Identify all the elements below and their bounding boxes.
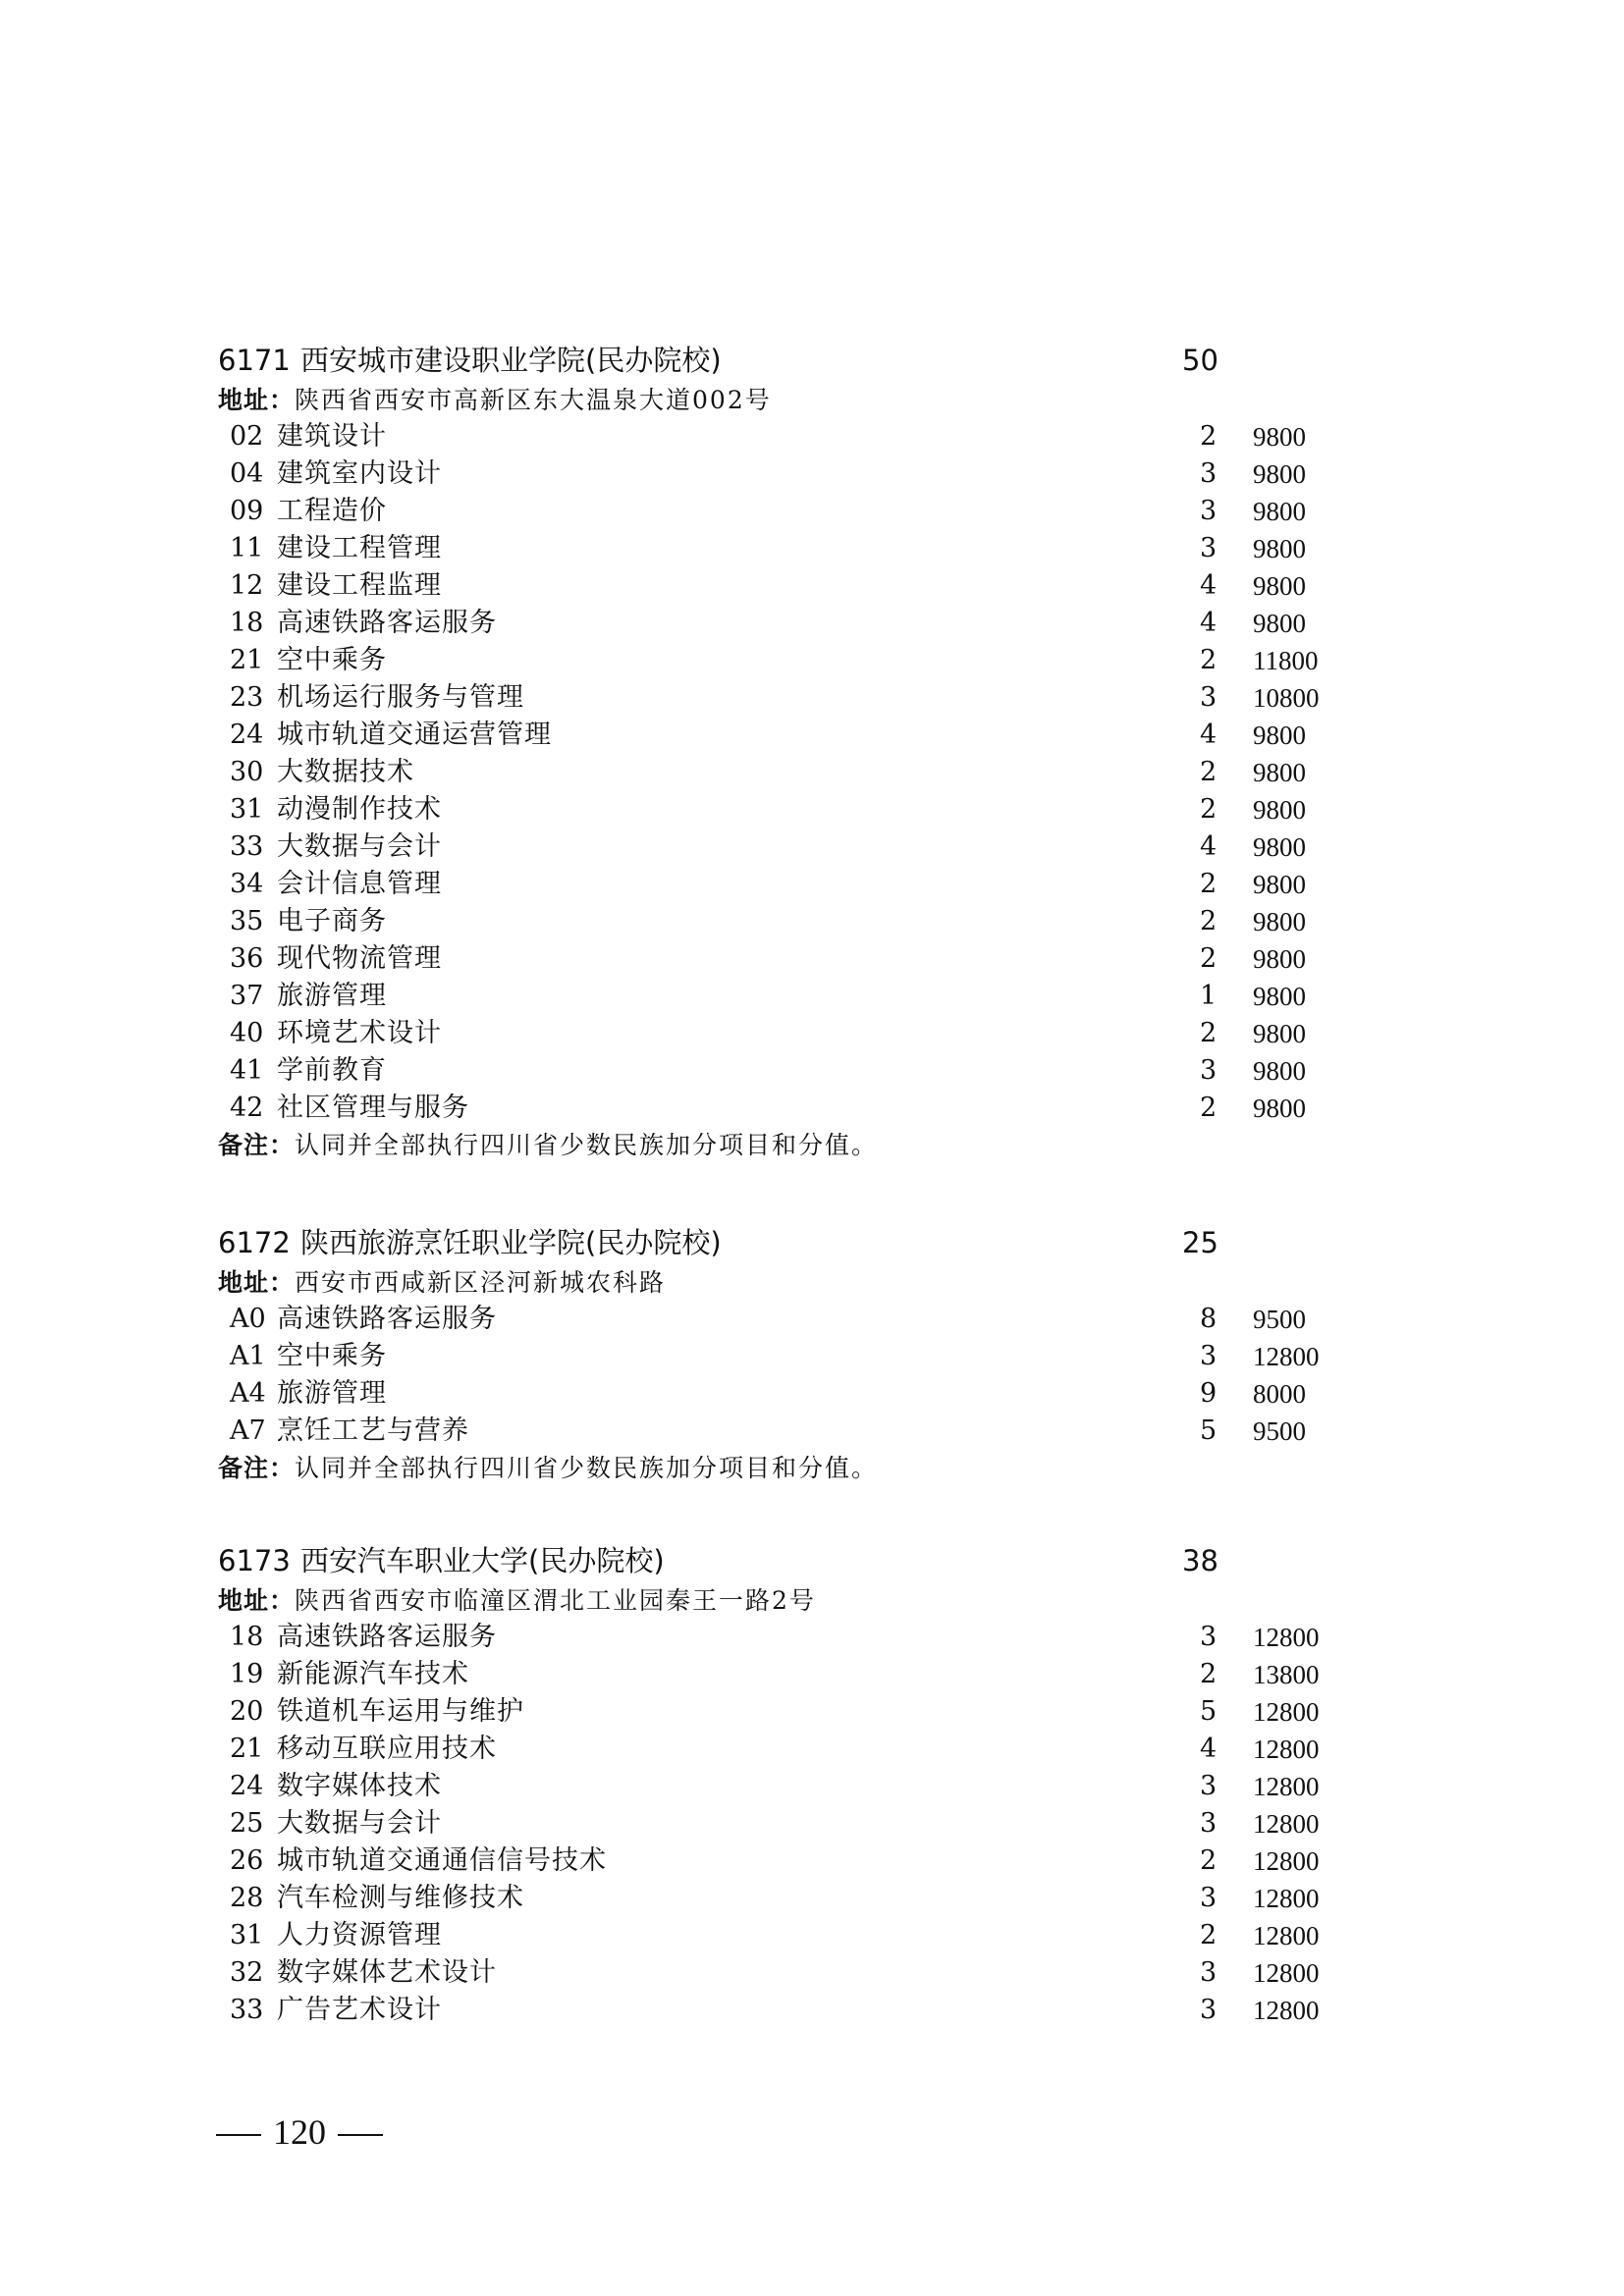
major-row — [218, 978, 1396, 1015]
major-fee: 13800 — [1253, 1660, 1320, 1689]
major-name: 机场运行服务与管理 — [277, 682, 524, 713]
major-count: 3 — [1200, 496, 1218, 526]
major-code: 33 — [230, 831, 264, 862]
major-row — [218, 828, 1396, 866]
major-name: 社区管理与服务 — [277, 1093, 469, 1123]
major-code: 25 — [230, 1808, 264, 1839]
major-name: 大数据与会计 — [277, 831, 442, 862]
school-quota: 50 — [1182, 344, 1218, 377]
major-count: 3 — [1200, 1808, 1218, 1839]
major-code: 20 — [230, 1696, 264, 1727]
major-row — [218, 605, 1396, 642]
major-fee: 12800 — [1253, 1884, 1320, 1913]
page-number: 120 — [273, 2112, 326, 2152]
major-name: 数字媒体技术 — [277, 1771, 442, 1801]
major-name: 电子商务 — [277, 906, 387, 936]
major-code: 42 — [230, 1093, 264, 1123]
major-count: 2 — [1200, 1845, 1218, 1876]
school-header — [218, 339, 1396, 382]
major-code: 36 — [230, 943, 264, 974]
major-fee: 9800 — [1253, 982, 1306, 1011]
major-row — [218, 418, 1396, 455]
major-code: 23 — [230, 682, 264, 713]
major-name: 汽车检测与维修技术 — [277, 1883, 524, 1913]
school-code: 6171 — [218, 344, 291, 377]
major-name: 建设工程监理 — [277, 570, 442, 601]
major-row — [218, 1090, 1396, 1127]
remark-label: 备注： — [218, 1454, 296, 1482]
school-name: 西安汽车职业大学(民办院校) — [300, 1544, 665, 1577]
major-count: 2 — [1200, 1659, 1218, 1689]
major-name: 大数据与会计 — [277, 1808, 442, 1839]
major-fee: 9800 — [1253, 795, 1306, 825]
major-code: 24 — [230, 1771, 264, 1801]
major-code: 24 — [230, 720, 264, 750]
major-fee: 12800 — [1253, 1735, 1320, 1764]
major-count: 2 — [1200, 645, 1218, 675]
school-address — [218, 1582, 1396, 1619]
major-name: 动漫制作技术 — [277, 794, 442, 825]
address-text: 陕西省西安市高新区东大温泉大道002号 — [295, 386, 772, 414]
major-fee: 9800 — [1253, 459, 1306, 489]
school-code: 6173 — [218, 1544, 291, 1577]
major-name: 数字媒体艺术设计 — [277, 1957, 497, 1988]
major-fee: 9800 — [1253, 497, 1306, 526]
major-count: 3 — [1200, 1771, 1218, 1801]
major-count: 2 — [1200, 421, 1218, 452]
major-count: 2 — [1200, 1093, 1218, 1123]
major-fee: 12800 — [1253, 1772, 1320, 1801]
major-code: 18 — [230, 608, 264, 638]
school-name: 西安城市建设职业学院(民办院校) — [300, 344, 722, 377]
address-label: 地址： — [218, 1586, 296, 1615]
major-row — [218, 1413, 1396, 1450]
major-row — [218, 1880, 1396, 1917]
major-code: 12 — [230, 570, 264, 601]
major-count: 3 — [1200, 1883, 1218, 1913]
major-count: 3 — [1200, 1055, 1218, 1086]
major-count: 2 — [1200, 1018, 1218, 1048]
major-code: A1 — [230, 1341, 266, 1371]
major-row — [218, 866, 1396, 903]
major-name: 现代物流管理 — [277, 943, 442, 974]
major-code: 26 — [230, 1845, 264, 1876]
school-address — [218, 382, 1396, 418]
major-fee: 9500 — [1253, 1416, 1306, 1446]
major-row — [218, 455, 1396, 493]
school-quota: 38 — [1182, 1544, 1218, 1577]
major-count: 3 — [1200, 458, 1218, 489]
major-row — [218, 530, 1396, 567]
school-header — [218, 1221, 1396, 1264]
major-code: 18 — [230, 1622, 264, 1652]
major-row — [218, 1693, 1396, 1731]
major-fee: 9800 — [1253, 1094, 1306, 1123]
major-count: 3 — [1200, 1995, 1218, 2025]
major-count: 4 — [1200, 831, 1218, 862]
major-row — [218, 679, 1396, 717]
major-name: 移动互联应用技术 — [277, 1734, 497, 1764]
major-count: 1 — [1200, 981, 1218, 1011]
major-row — [218, 1375, 1396, 1413]
major-fee: 9800 — [1253, 944, 1306, 974]
remark-text: 认同并全部执行四川省少数民族加分项目和分值。 — [295, 1454, 879, 1482]
school-remark — [218, 1127, 1396, 1163]
major-count: 3 — [1200, 1341, 1218, 1371]
major-count: 2 — [1200, 794, 1218, 825]
page-footer — [216, 2110, 383, 2155]
major-count: 2 — [1200, 943, 1218, 974]
major-fee: 9500 — [1253, 1305, 1306, 1334]
major-count: 3 — [1200, 533, 1218, 563]
major-code: 09 — [230, 496, 264, 526]
major-row — [218, 1805, 1396, 1842]
major-code: 31 — [230, 1920, 264, 1950]
major-row — [218, 1619, 1396, 1656]
major-row — [218, 1954, 1396, 1992]
major-name: 高速铁路客运服务 — [277, 608, 497, 638]
major-name: 空中乘务 — [277, 645, 387, 675]
major-code: 30 — [230, 757, 264, 787]
address-text: 陕西省西安市临潼区渭北工业园秦王一路2号 — [295, 1586, 816, 1615]
major-row — [218, 791, 1396, 828]
major-name: 建筑室内设计 — [277, 458, 442, 489]
major-row — [218, 717, 1396, 754]
school-section-6173 — [218, 1539, 1396, 2029]
major-fee: 9800 — [1253, 870, 1306, 899]
major-fee: 9800 — [1253, 571, 1306, 601]
major-fee: 9800 — [1253, 1056, 1306, 1086]
major-fee: 12800 — [1253, 1342, 1320, 1371]
major-count: 3 — [1200, 682, 1218, 713]
major-row — [218, 1656, 1396, 1693]
major-row — [218, 940, 1396, 978]
remark-text: 认同并全部执行四川省少数民族加分项目和分值。 — [295, 1131, 879, 1159]
major-row — [218, 1842, 1396, 1880]
major-name: 高速铁路客运服务 — [277, 1622, 497, 1652]
major-fee: 9800 — [1253, 534, 1306, 563]
major-fee: 9800 — [1253, 907, 1306, 936]
major-count: 9 — [1200, 1378, 1218, 1409]
major-list — [218, 418, 1396, 1127]
major-count: 5 — [1200, 1415, 1218, 1446]
major-row — [218, 903, 1396, 940]
major-count: 2 — [1200, 757, 1218, 787]
school-remark — [218, 1450, 1396, 1486]
major-fee: 12800 — [1253, 1996, 1320, 2025]
major-count: 3 — [1200, 1957, 1218, 1988]
major-fee: 12800 — [1253, 1623, 1320, 1652]
major-code: 21 — [230, 1734, 264, 1764]
major-count: 4 — [1200, 570, 1218, 601]
major-name: 城市轨道交通运营管理 — [277, 720, 552, 750]
school-quota: 25 — [1182, 1226, 1218, 1259]
major-code: 28 — [230, 1883, 264, 1913]
address-text: 西安市西咸新区泾河新城农科路 — [295, 1268, 667, 1297]
major-row — [218, 1768, 1396, 1805]
school-address — [218, 1264, 1396, 1301]
major-row — [218, 754, 1396, 791]
major-row — [218, 1015, 1396, 1052]
major-fee: 12800 — [1253, 1697, 1320, 1727]
major-fee: 9800 — [1253, 609, 1306, 638]
major-row — [218, 567, 1396, 605]
major-fee: 9800 — [1253, 422, 1306, 452]
major-fee: 11800 — [1253, 646, 1319, 675]
footer-dash-right — [338, 2134, 383, 2136]
major-code: 40 — [230, 1018, 264, 1048]
major-code: 02 — [230, 421, 264, 452]
major-row — [218, 1992, 1396, 2029]
major-name: 空中乘务 — [277, 1341, 387, 1371]
school-section-6172 — [218, 1221, 1396, 1486]
major-count: 2 — [1200, 869, 1218, 899]
major-code: 04 — [230, 458, 264, 489]
major-row — [218, 1052, 1396, 1090]
major-count: 2 — [1200, 1920, 1218, 1950]
major-name: 会计信息管理 — [277, 869, 442, 899]
major-row — [218, 1731, 1396, 1768]
major-name: 烹饪工艺与营养 — [277, 1415, 469, 1446]
major-list — [218, 1619, 1396, 2029]
major-fee: 9800 — [1253, 721, 1306, 750]
major-code: 34 — [230, 869, 264, 899]
major-row — [218, 1338, 1396, 1375]
major-name: 环境艺术设计 — [277, 1018, 442, 1048]
major-name: 铁道机车运用与维护 — [277, 1696, 524, 1727]
major-fee: 8000 — [1253, 1379, 1306, 1409]
footer-dash-left — [216, 2134, 261, 2136]
major-code: 31 — [230, 794, 264, 825]
major-name: 建设工程管理 — [277, 533, 442, 563]
major-row — [218, 642, 1396, 679]
major-name: 城市轨道交通通信信号技术 — [277, 1845, 607, 1876]
major-list — [218, 1301, 1396, 1450]
major-fee: 9800 — [1253, 832, 1306, 862]
major-fee: 12800 — [1253, 1846, 1320, 1876]
address-label: 地址： — [218, 386, 296, 414]
major-count: 8 — [1200, 1304, 1218, 1334]
major-code: 32 — [230, 1957, 264, 1988]
major-name: 旅游管理 — [277, 981, 387, 1011]
major-name: 旅游管理 — [277, 1378, 387, 1409]
school-code: 6172 — [218, 1226, 291, 1259]
major-name: 人力资源管理 — [277, 1920, 442, 1950]
major-count: 4 — [1200, 720, 1218, 750]
major-code: 11 — [230, 533, 264, 563]
major-code: 41 — [230, 1055, 264, 1086]
major-code: 21 — [230, 645, 264, 675]
major-name: 广告艺术设计 — [277, 1995, 442, 2025]
major-fee: 12800 — [1253, 1809, 1320, 1839]
major-count: 4 — [1200, 1734, 1218, 1764]
major-fee: 12800 — [1253, 1958, 1320, 1988]
major-name: 建筑设计 — [277, 421, 387, 452]
major-name: 新能源汽车技术 — [277, 1659, 469, 1689]
major-code: 19 — [230, 1659, 264, 1689]
major-code: A4 — [230, 1378, 266, 1409]
major-row — [218, 1917, 1396, 1954]
major-fee: 12800 — [1253, 1921, 1320, 1950]
major-code: 35 — [230, 906, 264, 936]
major-count: 3 — [1200, 1622, 1218, 1652]
major-code: 37 — [230, 981, 264, 1011]
major-name: 高速铁路客运服务 — [277, 1304, 497, 1334]
remark-label: 备注： — [218, 1131, 296, 1159]
major-count: 5 — [1200, 1696, 1218, 1727]
major-name: 学前教育 — [277, 1055, 387, 1086]
major-count: 2 — [1200, 906, 1218, 936]
school-name: 陕西旅游烹饪职业学院(民办院校) — [300, 1226, 722, 1259]
major-fee: 10800 — [1253, 683, 1320, 713]
major-code: A0 — [230, 1304, 266, 1334]
major-code: 33 — [230, 1995, 264, 2025]
major-row — [218, 493, 1396, 530]
major-fee: 9800 — [1253, 758, 1306, 787]
school-section-6171 — [218, 339, 1396, 1163]
major-name: 大数据技术 — [277, 757, 414, 787]
address-label: 地址： — [218, 1268, 296, 1297]
major-row — [218, 1301, 1396, 1338]
major-count: 4 — [1200, 608, 1218, 638]
school-header — [218, 1539, 1396, 1582]
major-fee: 9800 — [1253, 1019, 1306, 1048]
major-name: 工程造价 — [277, 496, 387, 526]
major-code: A7 — [230, 1415, 266, 1446]
